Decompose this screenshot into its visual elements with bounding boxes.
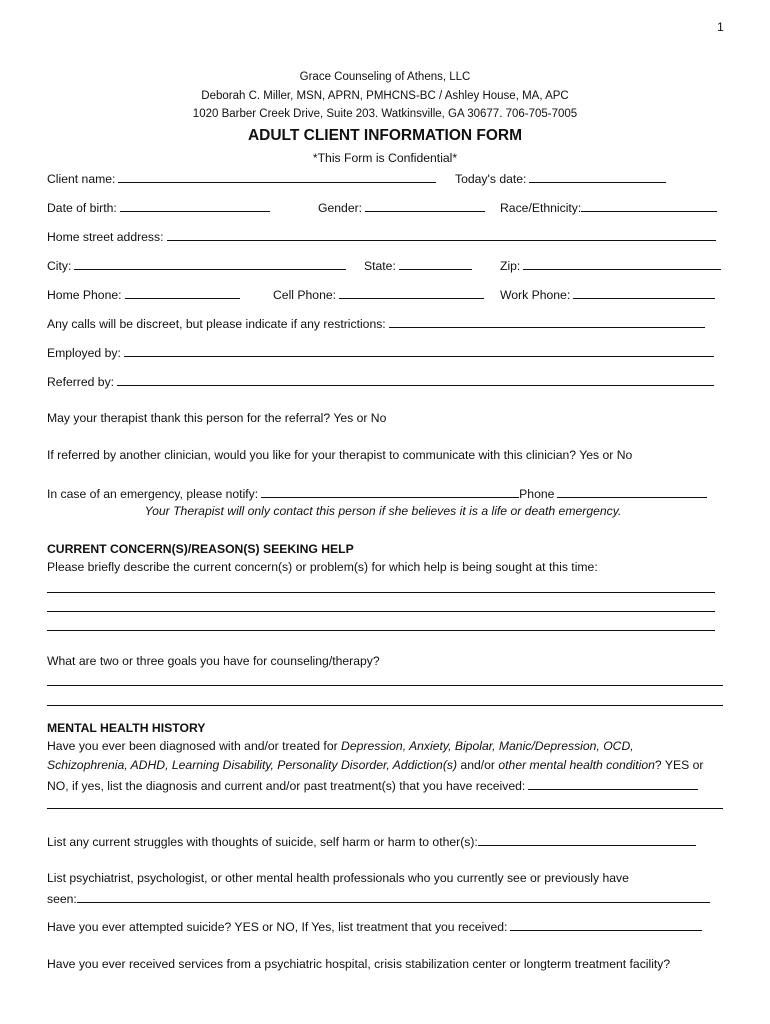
diagnosis-line-1	[47, 739, 634, 753]
calls-label: Any calls will be discreet, but please indicate if any restrictions:	[47, 317, 386, 331]
professionals-line-1: List psychiatrist, psychologist, or other mental health professionals who you currently see or previously have	[47, 871, 629, 885]
diagnosis-conditions-2: Schizophrenia, ADHD, Learning Disability, Personality Disorder, Addiction(s)	[47, 758, 458, 772]
diagnosis-text-2c: other mental health condition	[498, 758, 655, 772]
employed-label: Employed by:	[47, 346, 121, 360]
practice-address: 1020 Barber Creek Drive, Suite 203. Watkinsville, GA 30677. 706-705-7005	[192, 108, 578, 120]
cell-phone-label: Cell Phone:	[273, 288, 337, 302]
referred-field	[47, 373, 714, 389]
suicide-thoughts-label: List any current struggles with thoughts of suicide, self harm or harm to other(s):	[47, 835, 478, 849]
emergency-phone-input[interactable]	[557, 485, 707, 498]
client-name-field	[47, 170, 436, 186]
dob-input[interactable]	[120, 199, 270, 212]
diagnosis-line-extra[interactable]	[47, 808, 723, 809]
todays-date-label: Today's date:	[455, 172, 527, 186]
confidential-note: *This Form is Confidential*	[312, 151, 458, 165]
home-phone-field	[47, 286, 240, 302]
home-phone-input[interactable]	[125, 286, 240, 299]
hospital-question: Have you ever received services from a psychiatric hospital, crisis stabilization center or longterm treatment facility?	[47, 957, 671, 971]
emergency-field	[47, 485, 707, 501]
communicate-question: If referred by another clinician, would you like for your therapist to communicate with this clinician? Yes or No	[47, 448, 633, 462]
emergency-label: In case of an emergency, please notify:	[47, 487, 259, 501]
state-input[interactable]	[399, 257, 472, 270]
referred-label: Referred by:	[47, 375, 115, 389]
todays-date-input[interactable]	[529, 170, 666, 183]
diagnosis-text-3: NO, if yes, list the diagnosis and current and/or past treatment(s) that you have received:	[47, 779, 526, 793]
street-input[interactable]	[167, 228, 716, 241]
zip-field	[500, 257, 721, 273]
page-number: 1	[717, 20, 724, 34]
state-label: State:	[364, 259, 396, 273]
concerns-line-2[interactable]	[47, 611, 715, 612]
client-name-label: Client name:	[47, 172, 116, 186]
zip-input[interactable]	[523, 257, 721, 270]
goals-line-1[interactable]	[47, 685, 723, 686]
attempted-label: Have you ever attempted suicide? YES or NO, If Yes, list treatment that you received:	[47, 920, 508, 934]
todays-date-field	[455, 170, 666, 186]
calls-field	[47, 315, 705, 331]
work-phone-input[interactable]	[573, 286, 715, 299]
employed-input[interactable]	[124, 344, 714, 357]
employed-field	[47, 344, 714, 360]
state-field	[364, 257, 472, 273]
attempted-input[interactable]	[510, 918, 702, 931]
client-name-input[interactable]	[118, 170, 436, 183]
cell-phone-field	[273, 286, 484, 302]
city-label: City:	[47, 259, 72, 273]
work-phone-field	[500, 286, 715, 302]
city-input[interactable]	[74, 257, 346, 270]
emergency-phone-label: Phone	[519, 487, 555, 501]
race-input[interactable]	[581, 199, 717, 212]
calls-input[interactable]	[389, 315, 705, 328]
city-field	[47, 257, 346, 273]
suicide-thoughts-input[interactable]	[478, 833, 696, 846]
practice-name: Grace Counseling of Athens, LLC	[299, 71, 471, 83]
referred-input[interactable]	[117, 373, 714, 386]
clinicians-line: Deborah C. Miller, MSN, APRN, PMHCNS-BC / Ashley House, MA, APC	[201, 90, 569, 102]
form-title: ADULT CLIENT INFORMATION FORM	[247, 127, 523, 144]
work-phone-label: Work Phone:	[500, 288, 571, 302]
current-concerns-heading: CURRENT CONCERN(S)/REASON(S) SEEKING HELP	[47, 542, 354, 556]
dob-field	[47, 199, 270, 215]
diagnosis-line-3	[47, 777, 698, 793]
home-phone-label: Home Phone:	[47, 288, 122, 302]
gender-label: Gender:	[318, 201, 363, 215]
dob-label: Date of birth:	[47, 201, 117, 215]
race-label: Race/Ethnicity:	[500, 201, 582, 215]
current-concerns-prompt: Please briefly describe the current concern(s) or problem(s) for which help is being sought at this time:	[47, 560, 598, 574]
diagnosis-input[interactable]	[528, 777, 698, 790]
race-field	[500, 199, 717, 215]
professionals-field	[47, 890, 710, 906]
street-label: Home street address:	[47, 230, 164, 244]
concerns-line-3[interactable]	[47, 630, 715, 631]
concerns-line-1[interactable]	[47, 592, 715, 593]
gender-field	[318, 199, 485, 215]
professionals-input[interactable]	[77, 890, 710, 903]
street-field	[47, 228, 716, 244]
cell-phone-input[interactable]	[339, 286, 484, 299]
emergency-note: Your Therapist will only contact this person if she believes it is a life or death emergency.	[144, 504, 622, 518]
diagnosis-text-2d: ? YES or	[654, 758, 704, 772]
goals-line-2[interactable]	[47, 705, 723, 706]
mental-health-heading: MENTAL HEALTH HISTORY	[47, 721, 206, 735]
suicide-thoughts-field	[47, 833, 696, 849]
goals-question: What are two or three goals you have for counseling/therapy?	[47, 654, 380, 668]
professionals-label: seen:	[47, 892, 77, 906]
emergency-contact-input[interactable]	[261, 485, 519, 498]
gender-input[interactable]	[365, 199, 485, 212]
thank-referral-question: May your therapist thank this person for the referral? Yes or No	[47, 411, 387, 425]
attempted-field	[47, 918, 702, 934]
diagnosis-text-2b: and/or	[457, 758, 499, 772]
diagnosis-text-1a: Have you ever been diagnosed with and/or treated for	[47, 739, 342, 753]
diagnosis-line-2	[47, 758, 703, 772]
diagnosis-conditions-1: Depression, Anxiety, Bipolar, Manic/Depression, OCD,	[341, 739, 634, 753]
zip-label: Zip:	[500, 259, 521, 273]
